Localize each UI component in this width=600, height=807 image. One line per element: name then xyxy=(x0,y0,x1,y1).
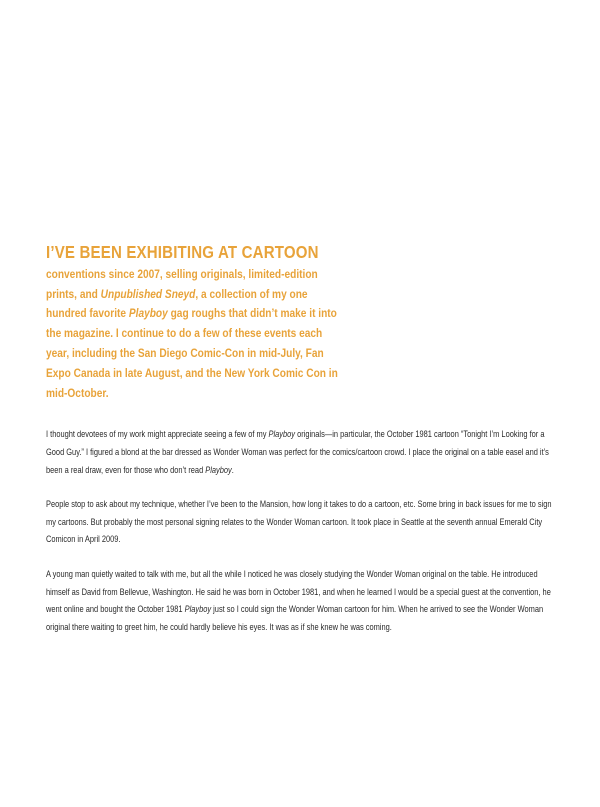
intro-text: gag roughs that didn’t make it into the magazine. I continue to do a few of these events each year, including the San Diego Comic-Con in mid-July, Fan Expo Canada in late August, and the New York Comic Con in mid-October. xyxy=(46,306,338,400)
body-paragraph-2 xyxy=(46,496,556,549)
intro-italic-title: Unpublished Sneyd xyxy=(100,286,196,301)
paragraph-text: just so I could sign the Wonder Woman cartoon for him. When he arrived to see the Wonder Woman original there waiting to greet him, he could hardly believe his eyes. It was as if she knew he was coming. xyxy=(46,604,544,632)
paragraph-italic: Playboy xyxy=(268,429,296,440)
intro-italic-title: Playboy xyxy=(128,306,168,321)
intro-lead-caps: I’VE BEEN EXHIBITING AT CARTOON xyxy=(46,242,319,262)
paragraph-text: I thought devotees of my work might appreciate seeing a few of my xyxy=(46,429,269,440)
intro-text: , a collection of my one hundred favorite xyxy=(46,286,308,321)
body-paragraph-3 xyxy=(46,566,556,636)
paragraph-italic: Playboy xyxy=(184,604,212,615)
paragraph-text: A young man quietly waited to talk with me, but all the while I noticed he was closely studying the Wonder Woman original on the table. He introduced himself as David from Bellevue, Washington. He said he was born in October 1981, and when he learned I would be a special guest at the convention, he went online and bought the October 1981 xyxy=(46,568,551,615)
paragraph-text: . xyxy=(231,464,234,475)
intro-paragraph xyxy=(46,243,338,403)
paragraph-text: People stop to ask about my technique, whether I’ve been to the Mansion, how long it takes to do a cartoon, etc. Some bring in back issues for me to sign my cartoons. But probably the most personal signing relates to the Wonder Woman cartoon. It took place in Seattle at the seventh annual Emerald City Comicon in April 2009. xyxy=(46,499,552,545)
body-paragraph-1 xyxy=(46,426,556,479)
paragraph-text: originals—in particular, the October 1981 cartoon “Tonight I’m Looking for a Good Guy.” I figured a blond at the bar dressed as Wonder Woman was perfect for the comics/cartoon crowd. I place the original on a table easel and it’s been a real draw, even for those who don’t read xyxy=(46,429,549,475)
page-content xyxy=(46,243,556,653)
paragraph-italic: Playboy xyxy=(205,464,232,475)
intro-text: conventions since 2007, selling originals, limited-edition prints, and xyxy=(46,266,318,301)
